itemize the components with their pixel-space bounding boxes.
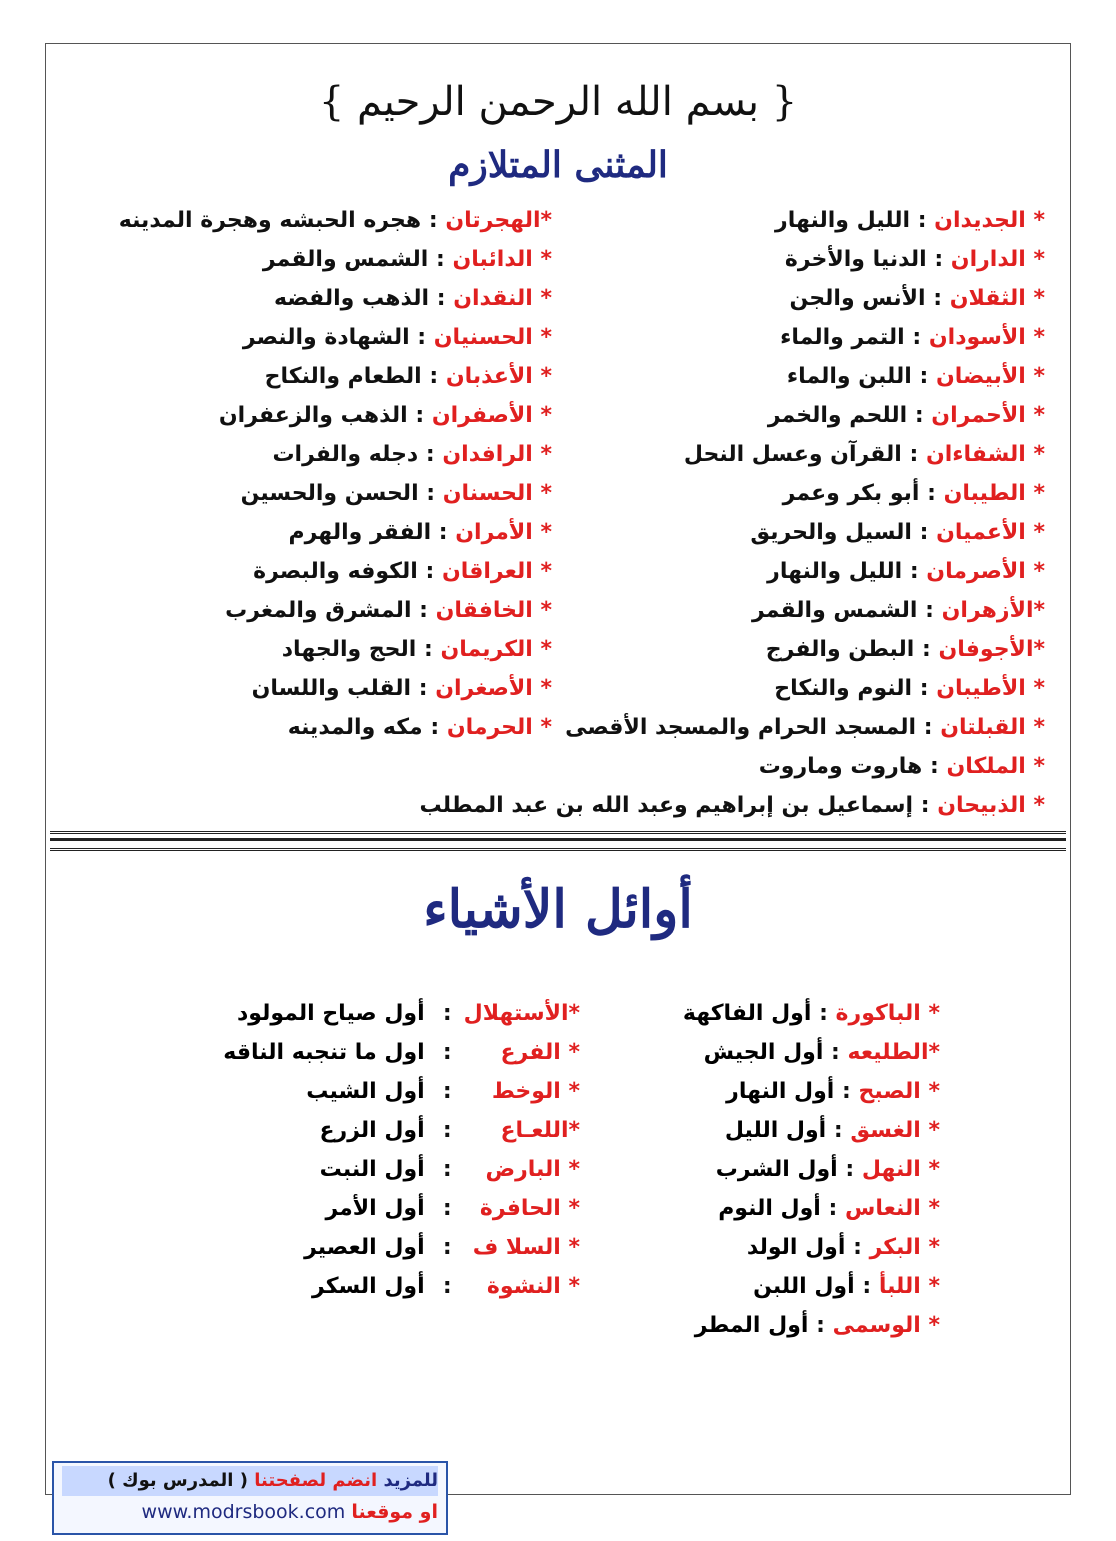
- term-label: *الهجرتان: [445, 208, 552, 233]
- definition-text: الفقر والهرم: [288, 520, 432, 545]
- list-item: [223, 1150, 580, 1189]
- list-item: [119, 669, 552, 708]
- term-label: * الأصغران: [435, 676, 552, 701]
- list-item: [419, 786, 1045, 825]
- definition-text: الليل والنهار: [775, 208, 911, 233]
- definition-text: أول الليل: [724, 1118, 827, 1143]
- definition-text: إسماعيل بن إبراهيم وعبد الله بن عبد المطلب: [419, 793, 914, 818]
- separator-colon: :: [442, 1001, 452, 1026]
- promo-banner[interactable]: [52, 1461, 448, 1535]
- term-label: * الباكورة: [835, 1001, 940, 1026]
- definition-text: مكه والمدينه: [287, 715, 423, 740]
- list-item: [119, 630, 552, 669]
- document-page: [45, 43, 1071, 1495]
- term-label: *الطليعه: [847, 1040, 940, 1065]
- separator-colon: :: [425, 559, 435, 584]
- section1-left-column: [119, 201, 552, 747]
- separator-colon: :: [842, 1079, 851, 1104]
- definition-text: أول النوم: [718, 1196, 821, 1221]
- definition-text: أول صياح المولود: [236, 1001, 425, 1026]
- term-label: * الأبيضان: [935, 364, 1045, 389]
- section2-title: أوائل الأشياء: [423, 879, 693, 940]
- separator-colon: :: [442, 1157, 452, 1182]
- definition-text: البطن والفرج: [765, 637, 915, 662]
- banner-page-name: ( المدرس بوك ): [107, 1470, 248, 1491]
- list-item: [683, 1228, 940, 1267]
- term-label: * اللبأ: [878, 1274, 940, 1299]
- separator-colon: :: [442, 1274, 452, 1299]
- separator-colon: :: [430, 715, 440, 740]
- separator-colon: :: [862, 1274, 872, 1299]
- separator-colon: :: [925, 598, 934, 623]
- section2-right-column: [683, 994, 940, 1345]
- separator-colon: :: [921, 637, 931, 662]
- term-label: * البارض: [485, 1157, 580, 1182]
- list-item: [683, 1033, 940, 1072]
- term-label: * الحسنان: [442, 481, 552, 506]
- definition-text: أول السكر: [312, 1274, 425, 1299]
- banner-site-label: او موقعنا: [351, 1501, 438, 1523]
- list-item: [223, 1072, 580, 1111]
- term-label: * العراقان: [441, 559, 552, 584]
- definition-text: الذهب والزعفران: [218, 403, 408, 428]
- list-item: [119, 591, 552, 630]
- separator-colon: :: [442, 1040, 452, 1065]
- definition-text: أول الشرب: [715, 1157, 838, 1182]
- separator-colon: :: [819, 1001, 828, 1026]
- term-label: * الأصرمان: [926, 559, 1045, 584]
- separator-colon: :: [415, 403, 425, 428]
- definition-text: القرآن وعسل النحل: [683, 442, 902, 467]
- separator-colon: :: [923, 715, 933, 740]
- separator-colon: :: [436, 247, 445, 272]
- separator-colon: :: [418, 676, 428, 701]
- separator-colon: :: [914, 403, 924, 428]
- separator-colon: :: [912, 325, 922, 350]
- term-label: *الأزهران: [941, 598, 1045, 623]
- separator-colon: :: [417, 325, 427, 350]
- term-label: * الحرمان: [446, 715, 552, 740]
- separator-colon: :: [919, 364, 929, 389]
- list-item: [419, 747, 1045, 786]
- definition-text: الأنس والجن: [789, 286, 926, 311]
- definition-text: هاروت وماروت: [758, 754, 923, 779]
- list-item: [119, 279, 552, 318]
- banner-more-text: للمزيد: [383, 1470, 438, 1491]
- separator-colon: :: [424, 637, 433, 662]
- separator-colon: :: [909, 442, 919, 467]
- separator-colon: :: [919, 676, 929, 701]
- separator-colon: :: [909, 559, 919, 584]
- list-item: [223, 1111, 580, 1150]
- definition-text: أول النبت: [319, 1157, 425, 1182]
- definition-text: أول الشيب: [306, 1079, 425, 1104]
- list-item: [223, 1033, 580, 1072]
- definition-text: التمر والماء: [780, 325, 905, 350]
- term-label: * الجديدان: [934, 208, 1045, 233]
- list-item: [223, 1267, 580, 1306]
- list-item: [223, 994, 580, 1033]
- term-label: * القبلتان: [940, 715, 1045, 740]
- list-item: [683, 1150, 940, 1189]
- term-label: * الثقلان: [949, 286, 1045, 311]
- term-label: * النهل: [861, 1157, 940, 1182]
- term-label: * الوخط: [491, 1079, 580, 1104]
- definition-text: الحج والجهاد: [281, 637, 417, 662]
- term-label: *اللعـاع: [500, 1118, 580, 1143]
- term-label: * الشفاءان: [925, 442, 1045, 467]
- list-item: [683, 1111, 940, 1150]
- definition-text: اول ما تنجبه الناقه: [223, 1040, 425, 1065]
- term-label: * الأمران: [455, 520, 552, 545]
- term-label: *الأستهلال: [463, 1001, 580, 1026]
- list-item: [119, 240, 552, 279]
- separator-colon: :: [419, 598, 428, 623]
- list-item: [119, 357, 552, 396]
- term-label: * الأسودان: [928, 325, 1045, 350]
- term-label: * السلا ف: [472, 1235, 580, 1260]
- definition-text: دجله والفرات: [272, 442, 419, 467]
- separator-colon: :: [920, 793, 930, 818]
- separator-colon: :: [831, 1040, 840, 1065]
- list-item: [119, 435, 552, 474]
- term-label: * الأصفران: [431, 403, 552, 428]
- term-label: * الحافرة: [479, 1196, 580, 1221]
- list-item: [119, 396, 552, 435]
- list-item: [119, 201, 552, 240]
- separator-colon: :: [442, 1196, 452, 1221]
- definition-text: أبو بكر وعمر: [782, 481, 920, 506]
- banner-line-2: [62, 1497, 438, 1527]
- separator-colon: :: [436, 286, 446, 311]
- term-label: *الأجوفان: [938, 637, 1045, 662]
- definition-text: اللحم والخمر: [767, 403, 908, 428]
- list-item: [683, 1189, 940, 1228]
- definition-text: أول الولد: [746, 1235, 846, 1260]
- list-item: [683, 994, 940, 1033]
- term-label: * الأطيبان: [936, 676, 1045, 701]
- definition-text: أول العصير: [304, 1235, 425, 1260]
- definition-text: المسجد الحرام والمسجد الأقصى: [565, 715, 917, 740]
- term-label: * الحسنيان: [433, 325, 552, 350]
- definition-text: أول الأمر: [325, 1196, 425, 1221]
- definition-text: أول الفاكهة: [682, 1001, 812, 1026]
- list-item: [119, 552, 552, 591]
- list-item: [223, 1228, 580, 1267]
- term-label: * الصبح: [858, 1079, 940, 1104]
- term-label: * الرافدان: [442, 442, 552, 467]
- term-label: * الأعذبان: [445, 364, 552, 389]
- term-label: * الأحمران: [931, 403, 1045, 428]
- definition-text: أول الجيش: [703, 1040, 824, 1065]
- list-item: [119, 318, 552, 357]
- definition-text: الحسن والحسين: [240, 481, 419, 506]
- term-label: * الوسمى: [832, 1313, 940, 1338]
- term-label: * الملكان: [946, 754, 1045, 779]
- definition-text: الدنيا والأخرة: [784, 247, 927, 272]
- separator-colon: :: [833, 1118, 843, 1143]
- term-label: * الكريمان: [440, 637, 552, 662]
- term-label: * الذبيحان: [937, 793, 1045, 818]
- definition-text: الليل والنهار: [767, 559, 903, 584]
- separator-colon: :: [929, 754, 939, 779]
- section-divider: [50, 831, 1066, 851]
- definition-text: الطعام والنكاح: [264, 364, 422, 389]
- separator-colon: :: [442, 1079, 452, 1104]
- separator-colon: :: [438, 520, 448, 545]
- definition-text: النوم والنكاح: [774, 676, 913, 701]
- bismillah-heading: { بسم الله الرحمن الرحيم }: [318, 79, 798, 125]
- definition-text: الشهادة والنصر: [242, 325, 410, 350]
- separator-colon: :: [429, 364, 439, 389]
- separator-colon: :: [426, 481, 436, 506]
- separator-colon: :: [853, 1235, 862, 1260]
- list-item: [683, 1072, 940, 1111]
- separator-colon: :: [845, 1157, 855, 1182]
- separator-colon: :: [927, 481, 936, 506]
- list-item: [683, 1306, 940, 1345]
- definition-text: الكوفه والبصرة: [253, 559, 418, 584]
- definition-text: أول المطر: [694, 1313, 809, 1338]
- term-label: * الدائبان: [452, 247, 552, 272]
- definition-text: الذهب والفضه: [273, 286, 430, 311]
- definition-text: هجره الحبشه وهجرة المدينه: [118, 208, 422, 233]
- separator-colon: :: [442, 1118, 452, 1143]
- term-label: * الداران: [950, 247, 1045, 272]
- term-label: * النشوة: [486, 1274, 580, 1299]
- term-label: * الطيبان: [943, 481, 1045, 506]
- definition-text: أول اللبن: [753, 1274, 855, 1299]
- separator-colon: :: [816, 1313, 825, 1338]
- separator-colon: :: [442, 1235, 452, 1260]
- banner-line-1: [62, 1466, 438, 1496]
- definition-text: السيل والحريق: [750, 520, 912, 545]
- term-label: * الغسق: [850, 1118, 940, 1143]
- list-item: [119, 474, 552, 513]
- definition-text: الشمس والقمر: [752, 598, 918, 623]
- definition-text: أول الزرع: [319, 1118, 425, 1143]
- definition-text: اللبن والماء: [786, 364, 912, 389]
- separator-colon: :: [934, 247, 944, 272]
- list-item: [223, 1189, 580, 1228]
- definition-text: المشرق والمغرب: [225, 598, 412, 623]
- separator-colon: :: [425, 442, 435, 467]
- section1-title: المثنى المتلازم: [448, 144, 668, 186]
- list-item: [119, 708, 552, 747]
- definition-text: القلب واللسان: [251, 676, 412, 701]
- term-label: * الفرع: [500, 1040, 580, 1065]
- list-item: [119, 513, 552, 552]
- list-item: [683, 1267, 940, 1306]
- term-label: * الخافقان: [435, 598, 552, 623]
- separator-colon: :: [933, 286, 943, 311]
- separator-colon: :: [428, 208, 438, 233]
- separator-colon: :: [828, 1196, 838, 1221]
- banner-url-link[interactable]: www.modrsbook.com: [141, 1501, 346, 1523]
- banner-join-text: انضم لصفحتنا: [254, 1470, 378, 1491]
- term-label: * النقدان: [453, 286, 552, 311]
- section2-left-column: [223, 994, 580, 1306]
- term-label: * النعاس: [845, 1196, 940, 1221]
- definition-text: أول النهار: [726, 1079, 835, 1104]
- definition-text: الشمس والقمر: [262, 247, 429, 272]
- separator-colon: :: [917, 208, 927, 233]
- term-label: * البكر: [869, 1235, 940, 1260]
- separator-colon: :: [919, 520, 929, 545]
- term-label: * الأعميان: [936, 520, 1045, 545]
